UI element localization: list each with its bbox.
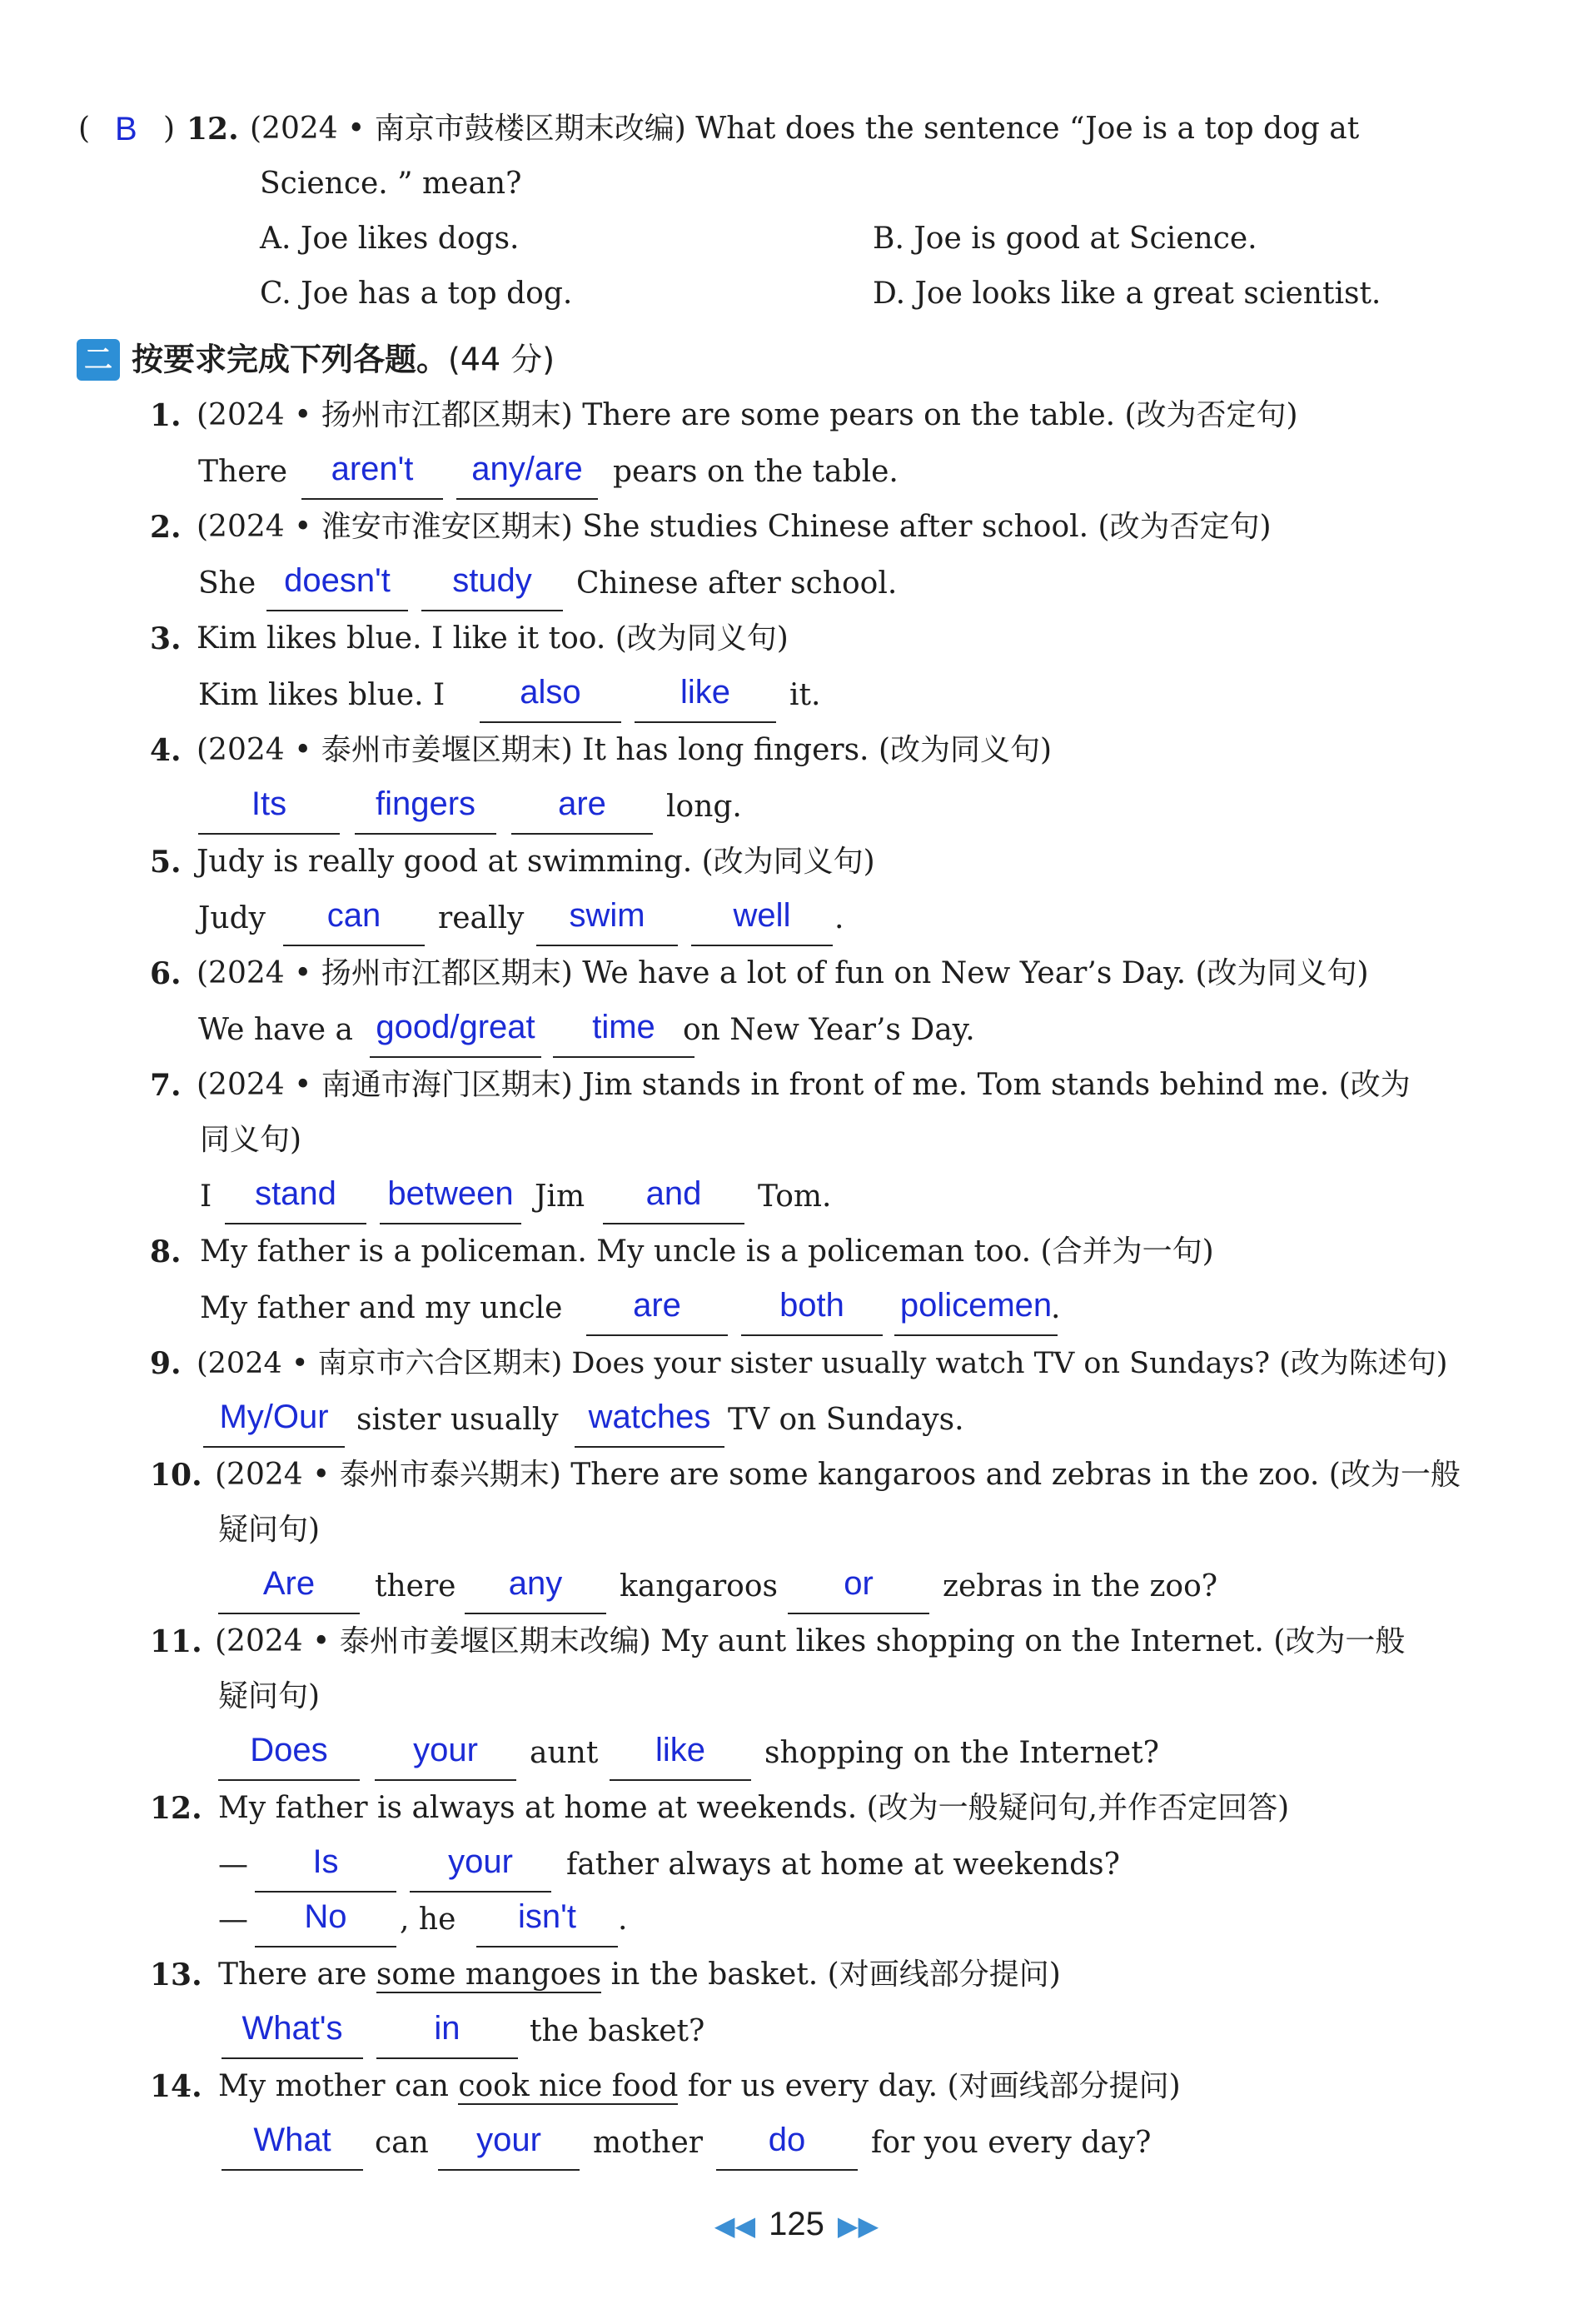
answer-blank	[203, 1393, 345, 1448]
filled-answer: do	[768, 2122, 806, 2158]
section-score: (44 分)	[448, 341, 555, 378]
question-stem: (2024 • 泰州市姜堰区期末) It has long fingers. (改为同义句)	[197, 733, 1053, 767]
answer-blank	[301, 445, 443, 500]
answer-blank	[894, 1281, 1061, 1336]
question-stem: (2024 • 泰州市姜堰区期末改编) My aunt likes shopping on the Internet. (改为一般	[215, 1624, 1406, 1658]
answer-blank	[222, 2004, 363, 2059]
filled-answer: stand	[255, 1175, 336, 1212]
answer-blank	[635, 668, 776, 723]
answer-blank	[465, 1559, 606, 1614]
question-stem: (2024 • 南通市海门区期末) Jim stands in front of me. Tom stands behind me. (改为	[197, 1068, 1411, 1102]
answer-text: long.	[666, 790, 742, 824]
question-number: 5.	[150, 845, 182, 880]
answer-text: .	[618, 1903, 628, 1937]
answer-text: on New Year’s Day.	[683, 1013, 975, 1047]
answer-text: Tom.	[758, 1179, 832, 1214]
filled-answer: can	[326, 897, 381, 934]
answer-text: for you every day?	[871, 2126, 1152, 2160]
answer-blank	[741, 1281, 883, 1336]
filled-answer: Its	[251, 785, 287, 822]
answer-text: Chinese after school.	[576, 566, 898, 601]
answer-blank	[438, 2116, 580, 2171]
filled-answer: or	[844, 1565, 874, 1602]
answer-text: We have a	[198, 1013, 354, 1047]
question-number: 12.	[150, 1791, 202, 1826]
question-number: 9.	[150, 1346, 182, 1381]
next-page-arrow-icon[interactable]: ▶▶	[837, 2211, 879, 2241]
question-number: 8.	[150, 1234, 182, 1269]
filled-answer: Does	[250, 1732, 328, 1768]
answer-text: father always at home at weekends?	[566, 1848, 1120, 1882]
question-number: 3.	[150, 621, 182, 656]
question-stem	[218, 2059, 1181, 2114]
filled-answer: Is	[312, 1843, 339, 1880]
question-number: 4.	[150, 733, 182, 768]
filled-answer: doesn't	[284, 562, 391, 599]
previous-page-arrow-icon[interactable]: ◀◀	[714, 2211, 756, 2241]
filled-answer: well	[733, 897, 791, 934]
answer-text: the basket?	[530, 2014, 705, 2048]
filled-answer: are	[558, 785, 606, 822]
answer-blank	[421, 556, 563, 611]
answer-blank	[255, 1893, 396, 1947]
answer-blank	[225, 1169, 366, 1224]
mc-stem-line2: Science. ” mean?	[260, 167, 522, 201]
stem-text: There are	[218, 1957, 367, 1992]
filled-answer: My/Our	[219, 1399, 329, 1435]
answer-blank	[586, 1281, 728, 1336]
answer-text: kangaroos	[620, 1569, 779, 1603]
answer-blank	[536, 891, 678, 946]
answer-blank	[380, 1169, 521, 1224]
answer-blank	[218, 1726, 360, 1781]
answer-text: shopping on the Internet?	[764, 1736, 1159, 1770]
filled-answer: are	[633, 1287, 681, 1324]
filled-answer: policemen	[899, 1287, 1053, 1324]
section-badge: 二	[77, 339, 120, 381]
answer-text: can	[375, 2126, 429, 2160]
filled-answer: isn't	[518, 1898, 576, 1935]
answer-text: I	[200, 1179, 212, 1214]
underlined-phrase: cook nice food	[458, 2069, 679, 2103]
dialogue-dash: —	[218, 1848, 248, 1882]
answer-text: it.	[789, 678, 821, 712]
filled-answer: No	[304, 1898, 347, 1935]
answer-blank	[255, 1838, 396, 1893]
mc-paren-open: (	[78, 112, 91, 146]
mc-option-b: B. Joe is good at Science.	[873, 222, 1257, 256]
mc-option-c: C. Joe has a top dog.	[260, 277, 573, 311]
answer-text: She	[198, 566, 256, 601]
section-title: 按要求完成下列各题。	[132, 341, 449, 378]
answer-text: .	[1051, 1291, 1061, 1325]
question-stem: Kim likes blue. I like it too. (改为同义句)	[197, 621, 789, 656]
question-stem: (2024 • 泰州市泰兴期末) There are some kangaroos and zebras in the zoo. (改为一般	[215, 1458, 1461, 1492]
question-number: 2.	[150, 510, 182, 545]
underlined-phrase: some mangoes	[376, 1957, 602, 1992]
filled-answer: both	[779, 1287, 844, 1324]
filled-answer: your	[448, 1843, 513, 1880]
answer-blank	[218, 1559, 360, 1614]
question-number: 11.	[150, 1624, 202, 1659]
question-number: 1.	[150, 398, 182, 433]
filled-answer: your	[413, 1732, 478, 1768]
answer-blank	[716, 2116, 858, 2171]
mc-paren-close: )	[163, 112, 176, 146]
page-number: 125	[769, 2206, 824, 2242]
filled-answer: study	[452, 562, 532, 599]
answer-text: pears on the table.	[613, 455, 899, 489]
answer-blank	[603, 1169, 744, 1224]
answer-text: There	[198, 455, 288, 489]
question-number: 6.	[150, 956, 182, 991]
question-stem-cont: 疑问句)	[218, 1513, 321, 1547]
filled-answer: Are	[262, 1565, 316, 1602]
answer-blank	[480, 668, 621, 723]
filled-answer: any	[508, 1565, 563, 1602]
filled-answer: time	[592, 1009, 655, 1045]
answer-blank	[376, 2004, 518, 2059]
mc-option-a: A. Joe likes dogs.	[260, 222, 520, 256]
filled-answer: What's	[241, 2010, 343, 2047]
stem-text: in the basket. (对画线部分提问)	[610, 1957, 1061, 1992]
answer-blank	[198, 780, 340, 835]
mc-answer: B	[115, 111, 137, 147]
answer-text: sister usually	[356, 1403, 559, 1437]
answer-text: Kim likes blue. I	[198, 678, 446, 712]
filled-answer: fingers	[375, 785, 476, 822]
answer-blank	[691, 891, 833, 946]
answer-text: mother	[593, 2126, 703, 2160]
mc-number: 12.	[187, 112, 239, 147]
mc-question-line1	[0, 102, 1593, 157]
answer-blank	[788, 1559, 929, 1614]
question-stem-cont: 同义句)	[200, 1123, 302, 1157]
answer-text: there	[375, 1569, 456, 1603]
answer-blank	[355, 780, 496, 835]
question-number: 14.	[150, 2069, 202, 2104]
answer-text: TV on Sundays.	[728, 1403, 964, 1437]
filled-answer: like	[680, 674, 731, 711]
answer-blank	[410, 1838, 551, 1893]
question-stem: Judy is really good at swimming. (改为同义句)	[197, 845, 875, 879]
stem-text: for us every day. (对画线部分提问)	[687, 2069, 1181, 2103]
answer-blank	[375, 1726, 516, 1781]
answer-text: aunt	[530, 1736, 599, 1770]
filled-answer: like	[655, 1732, 706, 1768]
answer-blank	[575, 1393, 724, 1448]
answer-blank	[370, 1003, 541, 1058]
answer-text: .	[834, 901, 844, 935]
question-stem: My father is always at home at weekends. (改为一般疑问句,并作否定回答)	[218, 1791, 1290, 1825]
filled-answer: aren't	[331, 451, 414, 487]
answer-blank	[511, 780, 653, 835]
answer-text: Judy	[198, 901, 266, 935]
question-number: 13.	[150, 1957, 202, 1992]
question-stem: (2024 • 南京市六合区期末) Does your sister usually watch TV on Sundays? (改为陈述句)	[197, 1347, 1448, 1380]
question-stem-cont: 疑问句)	[218, 1679, 321, 1713]
answer-blank	[610, 1726, 751, 1781]
filled-answer: and	[645, 1175, 702, 1212]
filled-answer: watches	[588, 1399, 711, 1435]
answer-blank	[222, 2116, 363, 2171]
mc-stem-line1: (2024 • 南京市鼓楼区期末改编) What does the sentence “Joe is a top dog at	[250, 112, 1360, 146]
dialogue-dash: —	[218, 1903, 248, 1937]
question-stem: (2024 • 淮安市淮安区期末) She studies Chinese after school. (改为否定句)	[197, 510, 1272, 544]
mc-option-d: D. Joe looks like a great scientist.	[873, 277, 1381, 311]
question-stem: My father is a policeman. My uncle is a policeman too. (合并为一句)	[200, 1234, 1214, 1269]
filled-answer: swim	[569, 897, 645, 934]
page-footer	[0, 2199, 1593, 2249]
answer-text: really	[438, 901, 525, 935]
filled-answer: good/great	[376, 1009, 535, 1045]
filled-answer: also	[520, 674, 581, 711]
answer-text: Jim	[535, 1179, 585, 1214]
answer-blank	[553, 1003, 694, 1058]
answer-blank	[456, 445, 598, 500]
filled-answer: in	[434, 2010, 460, 2047]
answer-text: zebras in the zoo?	[943, 1569, 1218, 1603]
question-number: 7.	[150, 1068, 182, 1103]
question-stem: (2024 • 扬州市江都区期末) We have a lot of fun on New Year’s Day. (改为同义句)	[197, 956, 1369, 990]
filled-answer: between	[387, 1175, 514, 1212]
filled-answer: What	[253, 2122, 331, 2158]
answer-blank	[283, 891, 425, 946]
section-heading	[77, 330, 555, 385]
filled-answer: your	[476, 2122, 541, 2158]
question-number: 10.	[150, 1458, 202, 1493]
answer-blank	[266, 556, 408, 611]
answer-text: , he	[400, 1903, 456, 1937]
filled-answer: any/are	[471, 451, 583, 487]
question-stem	[218, 1947, 1061, 2002]
stem-text: My mother can	[218, 2069, 449, 2103]
answer-text: My father and my uncle	[200, 1291, 563, 1325]
answer-blank	[476, 1893, 618, 1947]
question-stem: (2024 • 扬州市江都区期末) There are some pears on the table. (改为否定句)	[197, 398, 1298, 432]
